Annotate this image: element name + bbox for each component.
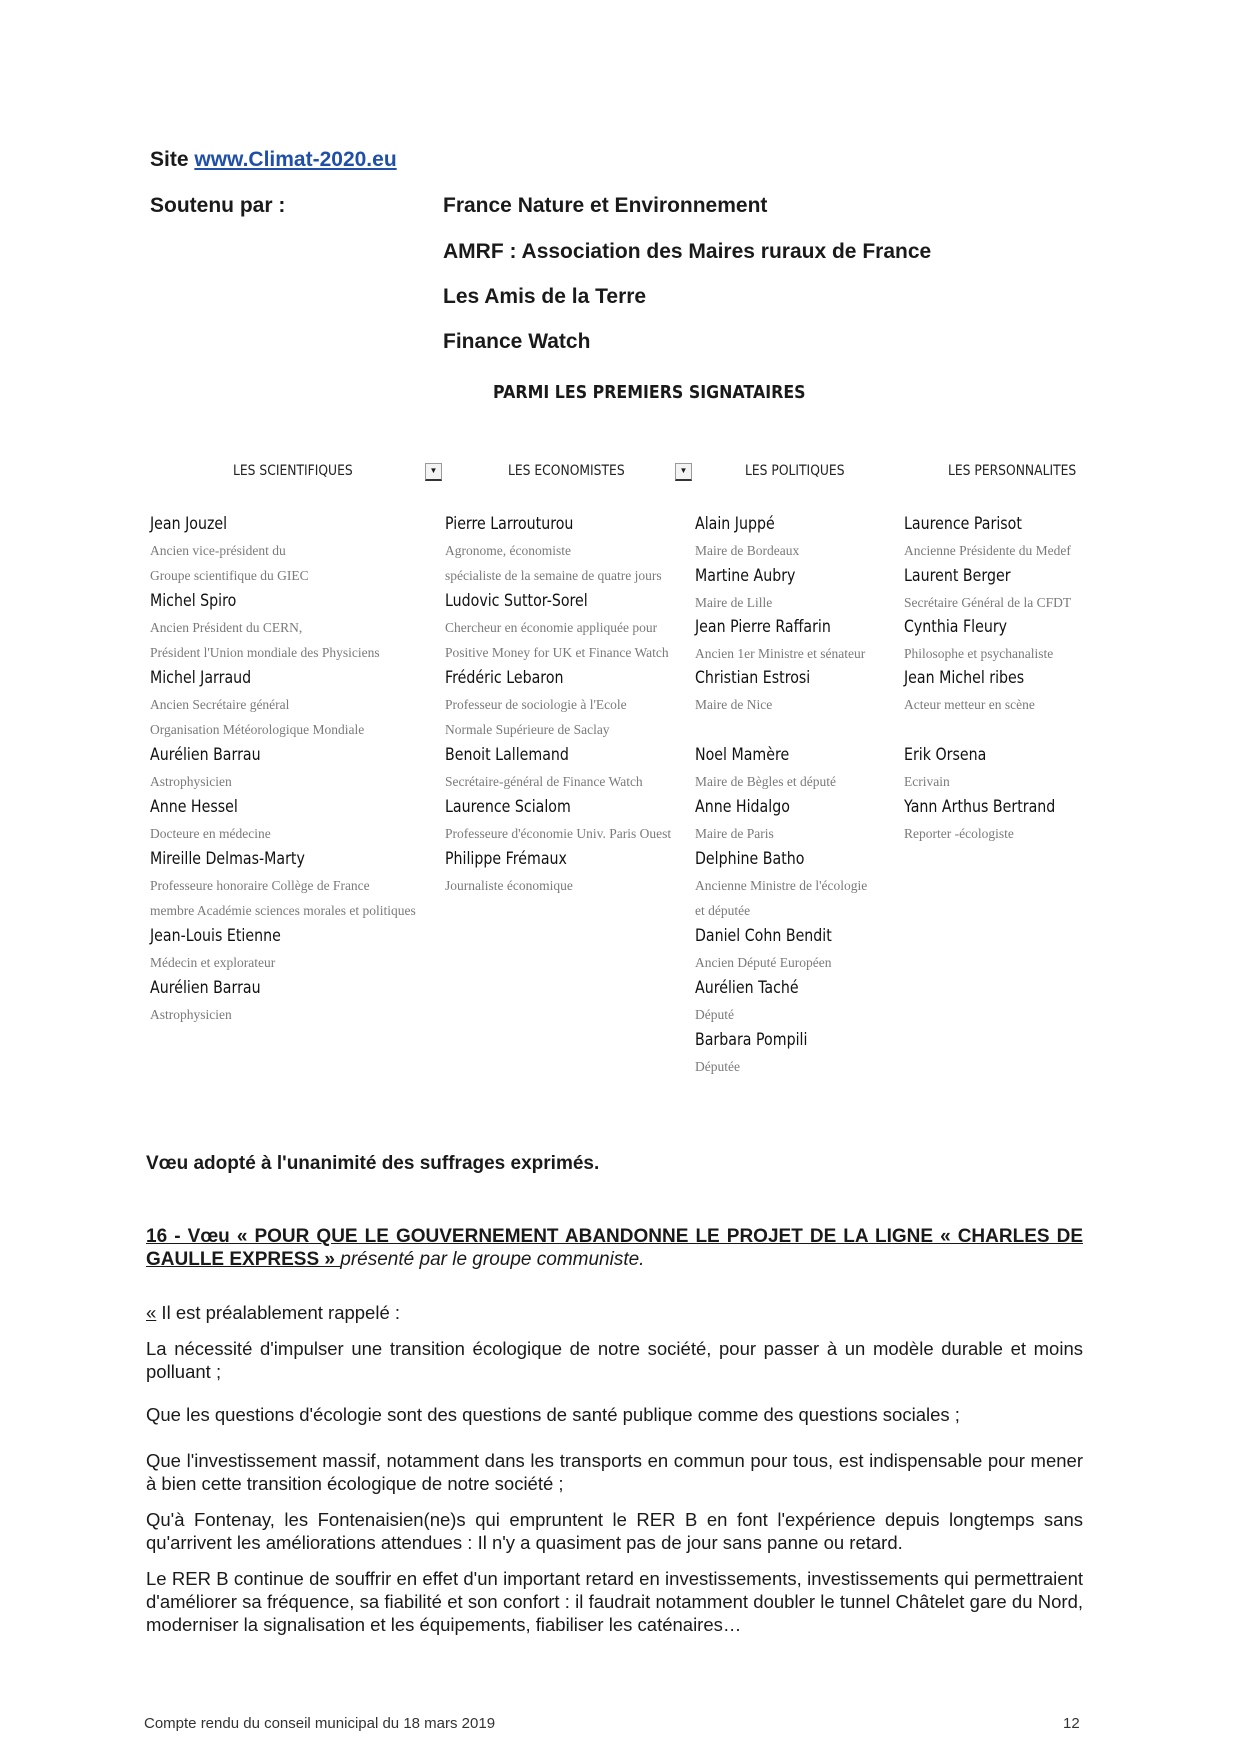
signatory-role: Organisation Météorologique Mondiale	[150, 722, 365, 737]
signatory-role: Secrétaire Général de la CFDT	[904, 595, 1072, 610]
signatory-name: Michel Spiro	[150, 591, 237, 610]
signatory-role: Journaliste économique	[445, 878, 573, 893]
signatory-role: Acteur metteur en scène	[904, 697, 1035, 712]
signatory-name: Benoit Lallemand	[445, 745, 569, 764]
signatory-role: Maire de Lille	[695, 595, 773, 610]
signatory-role: Maire de Paris	[695, 826, 774, 841]
column-header-scientifiques: LES SCIENTIFIQUES	[233, 463, 353, 479]
signatory-name: Christian Estrosi	[695, 668, 811, 687]
signatory-name: Noel Mamère	[695, 745, 790, 764]
column-header-personnalites: LES PERSONNALITES	[948, 463, 1077, 479]
signatory-role: Ecrivain	[904, 774, 950, 789]
signatory-role: Normale Supérieure de Saclay	[445, 722, 610, 737]
signatory-name: Martine Aubry	[695, 566, 796, 585]
dropdown-arrow-icon[interactable]: ▼	[425, 463, 442, 481]
signatory-name: Cynthia Fleury	[904, 617, 1008, 636]
signatory-role: Philosophe et psychanaliste	[904, 646, 1054, 661]
signatory-name: Barbara Pompili	[695, 1030, 808, 1049]
signatory-name: Daniel Cohn Bendit	[695, 926, 832, 945]
signatory-role: Maire de Bègles et député	[695, 774, 836, 789]
page-number: 12	[1063, 1715, 1080, 1732]
signatory-name: Jean Jouzel	[150, 514, 228, 533]
signatory-name: Laurence Parisot	[904, 514, 1022, 533]
signatory-name: Laurence Scialom	[445, 797, 571, 816]
intro-quote: «	[146, 1302, 157, 1323]
vote-result: Vœu adopté à l'unanimité des suffrages exprimés.	[146, 1153, 600, 1174]
signatory-name: Jean Michel ribes	[904, 668, 1025, 687]
intro-line	[146, 1301, 1083, 1324]
signatory-role: Professeur de sociologie à l'Ecole	[445, 697, 627, 712]
signatory-role: Agronome, économiste	[445, 543, 571, 558]
supporter-item: AMRF : Association des Maires ruraux de France	[443, 240, 932, 263]
signatory-name: Yann Arthus Bertrand	[904, 797, 1056, 816]
paragraph: Que l'investissement massif, notamment dans les transports en commun pour tous, est indispensable pour mener à bien cette transition écologique de notre société ;	[146, 1450, 1083, 1494]
signatory-role: Groupe scientifique du GIEC	[150, 568, 309, 583]
signatory-role: Astrophysicien	[150, 774, 232, 789]
signatory-role: Positive Money for UK et Finance Watch	[445, 645, 669, 660]
signatory-name: Pierre Larrouturou	[445, 514, 574, 533]
site-link[interactable]: www.Climat-2020.eu	[194, 148, 397, 171]
intro-text: Il est préalablement rappelé :	[156, 1302, 401, 1323]
signatory-role: Professeure d'économie Univ. Paris Ouest	[445, 826, 672, 841]
signatory-role: Président l'Union mondiale des Physiciens	[150, 645, 380, 660]
signatory-role: Secrétaire-général de Finance Watch	[445, 774, 643, 789]
paragraph: Qu'à Fontenay, les Fontenaisien(ne)s qui empruntent le RER B en font l'expérience depuis longtemps sans qu'arrivent les améliorations attendues : Il n'y a quasiment pas de jour sans panne ou retard.	[146, 1509, 1083, 1553]
signatory-role: Professeure honoraire Collège de France	[150, 878, 370, 893]
signatory-name: Aurélien Taché	[695, 978, 799, 997]
signatory-name: Aurélien Barrau	[150, 745, 261, 764]
signatory-name: Jean-Louis Etienne	[150, 926, 281, 945]
signatory-name: Erik Orsena	[904, 745, 987, 764]
signatory-role: Ancien Député Européen	[695, 955, 832, 970]
supporter-item: Les Amis de la Terre	[443, 285, 647, 308]
supporter-item: France Nature et Environnement	[443, 194, 768, 217]
paragraph: Le RER B continue de souffrir en effet d'un important retard en investissements, investissements qui permettraient d'améliorer sa fréquence, sa fiabilité et son confort : il faudrait notamment doubler le tunnel Châtelet gare du Nord, moderniser la signalisation et les équipements, fiabiliser les caténaires…	[146, 1568, 1083, 1635]
signatory-role: Ancien Président du CERN,	[150, 620, 303, 635]
signatory-role: Docteure en médecine	[150, 826, 271, 841]
section-16-title	[146, 1225, 1083, 1271]
signatory-role: et députée	[695, 903, 751, 918]
signatory-name: Mireille Delmas-Marty	[150, 849, 305, 868]
supporter-item: Finance Watch	[443, 330, 591, 353]
signatory-role: spécialiste de la semaine de quatre jours	[445, 568, 662, 583]
signatory-name: Laurent Berger	[904, 566, 1011, 585]
signatory-role: membre Académie sciences morales et politiques	[150, 903, 416, 918]
signatory-role: Maire de Nice	[695, 697, 773, 712]
site-label: Site	[150, 148, 195, 171]
signatory-name: Ludovic Suttor-Sorel	[445, 591, 588, 610]
footer-text: Compte rendu du conseil municipal du 18 mars 2019	[144, 1715, 496, 1732]
signatory-role: Chercheur en économie appliquée pour	[445, 620, 658, 635]
signatory-name: Philippe Frémaux	[445, 849, 567, 868]
signatory-name: Anne Hessel	[150, 797, 238, 816]
section-16-title-underlined: 16 - Vœu « POUR QUE LE GOUVERNEMENT ABANDONNE LE PROJET DE LA LIGNE « CHARLES DE GAULLE EXPRESS »	[146, 1226, 1083, 1270]
signatory-role: Députée	[695, 1059, 740, 1074]
site-line	[150, 148, 397, 172]
column-header-politiques: LES POLITIQUES	[745, 463, 845, 479]
soutenu-label: Soutenu par :	[150, 194, 286, 217]
signatory-role: Ancien 1er Ministre et sénateur	[695, 646, 866, 661]
signatory-name: Alain Juppé	[695, 514, 775, 533]
signatory-role: Ancienne Ministre de l'écologie	[695, 878, 868, 893]
signatory-name: Frédéric Lebaron	[445, 668, 564, 687]
signatory-name: Michel Jarraud	[150, 668, 252, 687]
signatory-name: Jean Pierre Raffarin	[695, 617, 831, 636]
paragraph: La nécessité d'impulser une transition écologique de notre société, pour passer à un modèle durable et moins polluant ;	[146, 1338, 1083, 1382]
signatory-role: Reporter -écologiste	[904, 826, 1014, 841]
signatory-role: Ancien vice-président du	[150, 543, 286, 558]
column-header-economistes: LES ECONOMISTES	[508, 463, 625, 479]
signatory-name: Delphine Batho	[695, 849, 805, 868]
signatory-role: Maire de Bordeaux	[695, 543, 800, 558]
section-16-title-italic: présenté par le groupe communiste.	[340, 1249, 645, 1270]
signatory-role: Astrophysicien	[150, 1007, 232, 1022]
signatory-role: Député	[695, 1007, 734, 1022]
signatory-role: Ancien Secrétaire général	[150, 697, 290, 712]
signatory-name: Anne Hidalgo	[695, 797, 790, 816]
signatories-heading: PARMI LES PREMIERS SIGNATAIRES	[493, 382, 806, 403]
dropdown-arrow-icon[interactable]: ▼	[675, 463, 692, 481]
signatory-name: Aurélien Barrau	[150, 978, 261, 997]
signatory-role: Médecin et explorateur	[150, 955, 276, 970]
paragraph: Que les questions d'écologie sont des questions de santé publique comme des questions sociales ;	[146, 1404, 960, 1425]
signatory-role: Ancienne Présidente du Medef	[904, 543, 1071, 558]
